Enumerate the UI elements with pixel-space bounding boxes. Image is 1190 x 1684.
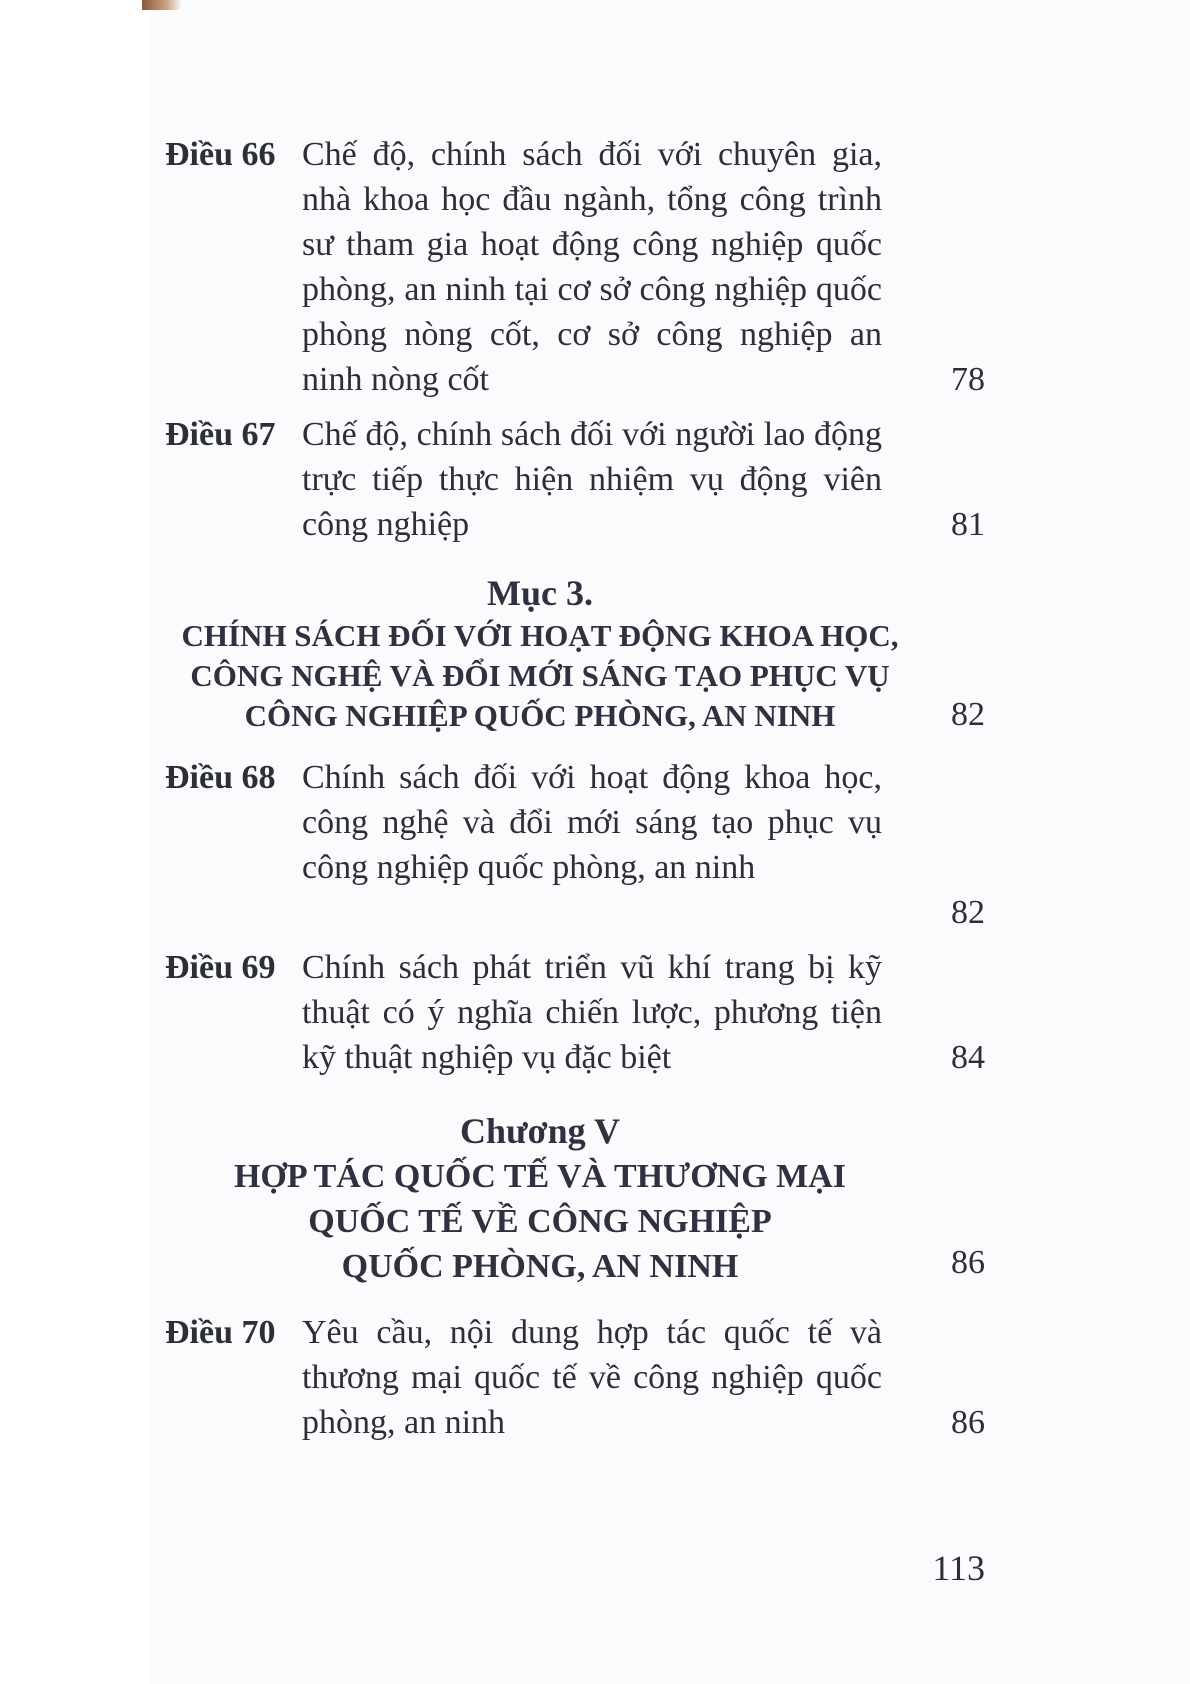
section-page-number: 82 xyxy=(951,696,985,733)
page-corner-mark xyxy=(142,0,182,10)
article-title: Chính sách phát triển vũ khí trang bị kỹ thuật có ý nghĩa chiến lược, phương tiện kỹ thuật nghiệp vụ đặc biệt xyxy=(302,949,882,1076)
article-title: Chế độ, chính sách đối với chuyên gia, nhà khoa học đầu ngành, tổng công trình sư tham gia hoạt động công nghiệp quốc phòng, an ninh tại cơ sở công nghiệp quốc phòng nòng cốt, cơ sở công nghiệp an ninh nòng cốt xyxy=(302,136,882,398)
article-title: Chính sách đối với hoạt động khoa học, công nghệ và đổi mới sáng tạo phục vụ công nghiệp quốc phòng, an ninh xyxy=(302,759,882,886)
article-number: Điều 66 xyxy=(165,136,276,173)
page-number: 82 xyxy=(951,894,985,931)
article-title: Chế độ, chính sách đối với người lao động trực tiếp thực hiện nhiệm vụ động viên công nghiệp xyxy=(302,416,882,543)
chapter-title-line: HỢP TÁC QUỐC TẾ VÀ THƯƠNG MẠI xyxy=(233,1158,847,1195)
chapter-page-number: 86 xyxy=(951,1244,985,1281)
page-number: 81 xyxy=(951,506,985,543)
section-title-line: CHÍNH SÁCH ĐỐI VỚI HOẠT ĐỘNG KHOA HỌC, xyxy=(181,618,899,653)
page-number: 84 xyxy=(951,1039,985,1076)
article-number: Điều 69 xyxy=(165,949,276,986)
page-number: 78 xyxy=(951,361,985,398)
article-number: Điều 70 xyxy=(165,1314,276,1351)
chapter-heading xyxy=(170,1108,910,1289)
folio-page-number: 113 xyxy=(932,1548,985,1588)
chapter-title-line: QUỐC TẾ VỀ CÔNG NGHIỆP xyxy=(308,1203,772,1240)
section-title-line: CÔNG NGHỆ VÀ ĐỔI MỚI SÁNG TẠO PHỤC VỤ xyxy=(190,658,890,693)
section-heading xyxy=(170,570,910,736)
article-number: Điều 67 xyxy=(165,416,276,453)
article-title: Yêu cầu, nội dung hợp tác quốc tế và thương mại quốc tế về công nghiệp quốc phòng, an ninh xyxy=(302,1314,882,1441)
section-kicker: Mục 3. xyxy=(487,573,593,613)
article-number: Điều 68 xyxy=(165,759,276,796)
chapter-title-line: QUỐC PHÒNG, AN NINH xyxy=(341,1248,739,1285)
section-title-line: CÔNG NGHIỆP QUỐC PHÒNG, AN NINH xyxy=(244,698,836,733)
page-number: 86 xyxy=(951,1404,985,1441)
chapter-kicker: Chương V xyxy=(460,1111,620,1151)
